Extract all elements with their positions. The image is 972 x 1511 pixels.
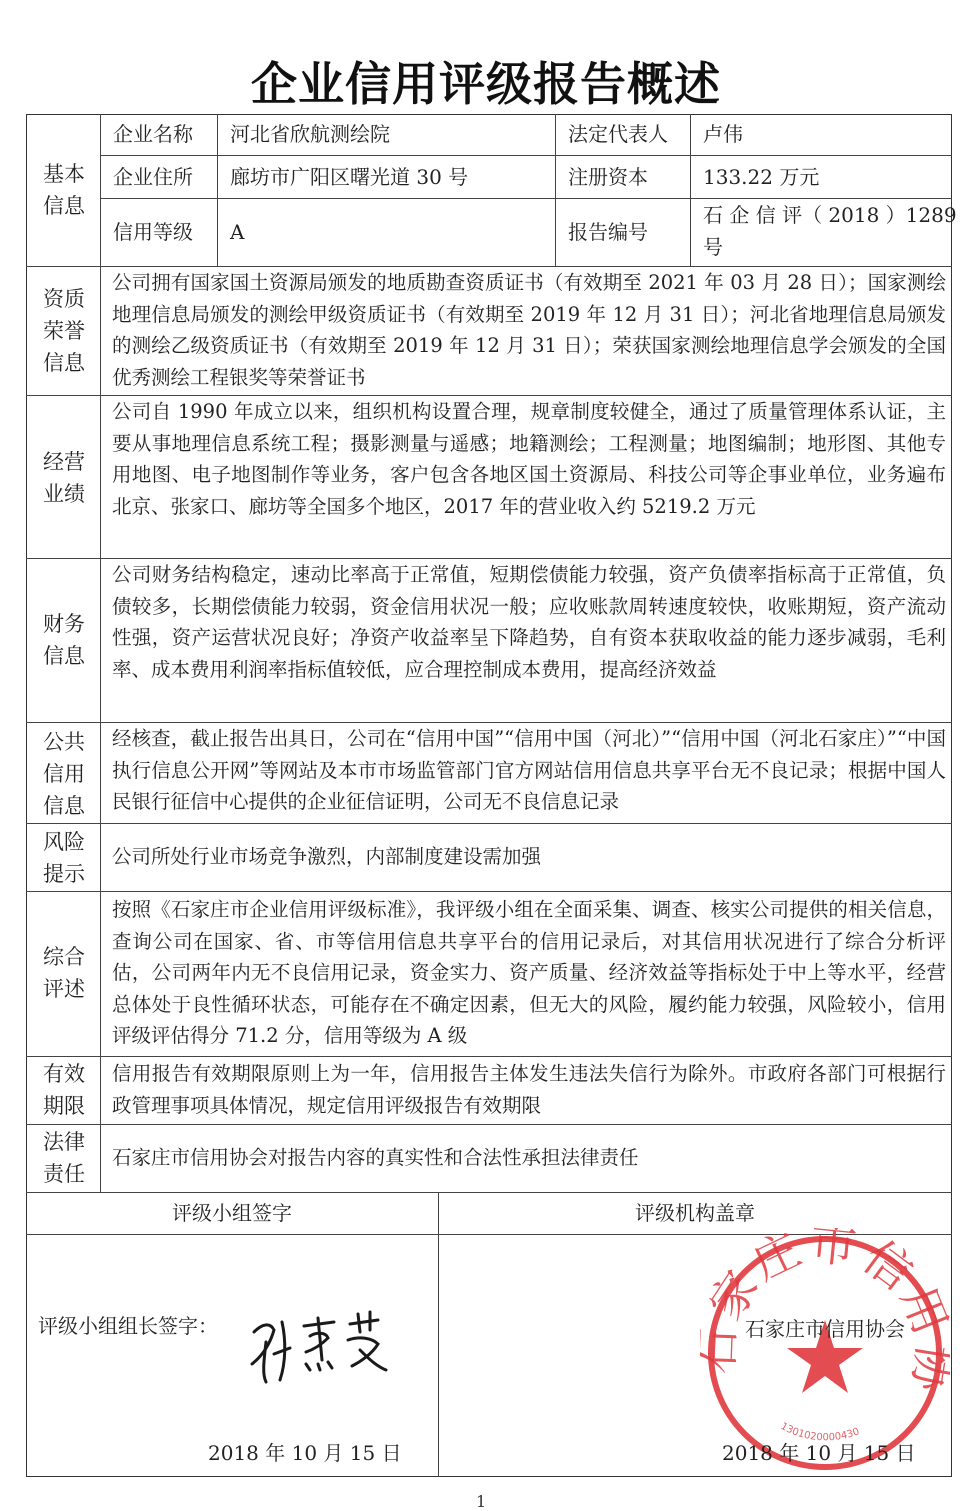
legal-rep: 卢伟 bbox=[703, 122, 743, 146]
capital: 133.22 万元 bbox=[703, 165, 820, 189]
business-text: 公司自 1990 年成立以来，组织机构设置合理，规章制度较健全，通过了质量管理体系认证，主要从事地理信息系统工程；摄影测量与遥感；地籍测绘；工程测量；地图编制；地形图、其他专用地图、电子地图制作等业务，客户包含各地区国土资源局、科技公司等企事业单位，业务遍布北京、张家口、廊坊等全国多个地区，2017 年的营业收入约 5219.2 万元 bbox=[112, 400, 946, 518]
section-divider bbox=[26, 891, 952, 892]
credit-grade: A bbox=[230, 220, 245, 244]
column-divider bbox=[690, 114, 691, 266]
row-divider bbox=[100, 155, 952, 156]
column-divider bbox=[100, 114, 101, 1192]
column-divider bbox=[217, 114, 218, 266]
category-business: 经营 业绩 bbox=[43, 450, 85, 506]
report-no-label: 报告编号 bbox=[568, 220, 648, 244]
leader-signature bbox=[240, 1300, 400, 1390]
svg-text:石家庄市信用协会: 家庄市信 bbox=[700, 1228, 926, 1330]
address: 廊坊市广阳区曙光道 30 号 bbox=[230, 165, 469, 189]
company-name-label: 企业名称 bbox=[113, 122, 193, 146]
column-divider bbox=[555, 114, 556, 266]
sign-header-left: 评级小组签字 bbox=[172, 1201, 292, 1225]
category-qualification: 资质 荣誉 信息 bbox=[43, 287, 85, 375]
column-divider bbox=[438, 1192, 439, 1477]
section-divider bbox=[26, 1056, 952, 1057]
category-risk: 风险 提示 bbox=[43, 830, 85, 886]
validity-text: 信用报告有效期限原则上为一年，信用报告主体发生违法失信行为除外。市政府各部门可根据行政管理事项具体情况，规定信用评级报告有效期限 bbox=[112, 1062, 946, 1117]
svg-text:1301020000430: 1301020000430 bbox=[778, 1420, 861, 1444]
finance-text: 公司财务结构稳定，速动比率高于正常值，短期偿债能力较强，资产负债率指标高于正常值，负债较多，长期偿债能力较弱，资金信用状况一般；应收账款周转速度较快，收账期短，资产流动性强，资产运营状况良好；净资产收益率呈下降趋势，自有资本获取收益的能力逐步减弱，毛利率、成本费用利润率指标值较低，应合理控制成本费用，提高经济效益 bbox=[112, 563, 946, 681]
leader-sign-label: 评级小组组长签字： bbox=[38, 1314, 218, 1338]
risk-text: 公司所处行业市场竞争激烈，内部制度建设需加强 bbox=[112, 845, 542, 868]
report-no: 石 企 信 评（ 2018 ）1289 bbox=[703, 203, 957, 227]
public-credit-text: 经核查，截止报告出具日，公司在“信用中国”“信用中国（河北）”“信用中国（河北石家庄）”“中国执行信息公开网”等网站及本市市场监管部门官方网站信用信息共享平台无不良记录；根据中国人民银行征信中心提供的企业征信证明，公司无不良信息记录 bbox=[112, 727, 946, 814]
address-label: 企业住所 bbox=[113, 165, 193, 189]
sign-header-right: 评级机构盖章 bbox=[635, 1201, 755, 1225]
section-divider bbox=[26, 1124, 952, 1125]
right-sign-date: 2018 年 10 月 15 日 bbox=[722, 1441, 916, 1465]
grade-label: 信用等级 bbox=[113, 220, 193, 244]
summary-text: 按照《石家庄市企业信用评级标准》，我评级小组在全面采集、调查、核实公司提供的相关信息，查询公司在国家、省、市等信用信息共享平台的信用记录后，对其信用状况进行了综合分析评估，公司两年内无不良信用记录，资金实力、资产质量、经济效益等指标处于中上等水平，经营总体处于良性循环状态，可能存在不确定因素，但无大的风险，履约能力较强，风险较小，信用评级评估得分 71.2 分，信用等级为 A 级 bbox=[112, 898, 946, 1048]
category-legal: 法律 责任 bbox=[43, 1130, 85, 1186]
organization-name: 石家庄市信用协会 bbox=[745, 1317, 905, 1341]
legal-text: 石家庄市信用协会对报告内容的真实性和合法性承担法律责任 bbox=[112, 1146, 639, 1169]
left-sign-date: 2018 年 10 月 15 日 bbox=[208, 1441, 402, 1465]
qualification-text: 公司拥有国家国土资源局颁发的地质勘查资质证书（有效期至 2021 年 03 月 28 日）；国家测绘地理信息局颁发的测绘甲级资质证书（有效期至 2019 年 12 月 31 日）；河北省地理信息局颁发的测绘乙级资质证书（有效期至 2019 年 12 月 31 日）；荣获国家测绘地理信息学会颁发的全国优秀测绘工程银奖等荣誉证书 bbox=[112, 271, 946, 389]
category-finance: 财务 信息 bbox=[43, 612, 85, 668]
capital-label: 注册资本 bbox=[568, 165, 648, 189]
legal-rep-label: 法定代表人 bbox=[568, 122, 668, 146]
section-divider bbox=[26, 1192, 952, 1193]
category-summary: 综合 评述 bbox=[43, 945, 85, 1001]
category-validity: 有效 期限 bbox=[43, 1062, 85, 1118]
section-divider bbox=[26, 823, 952, 824]
report-no-suffix: 号 bbox=[703, 235, 723, 259]
page-title: 企业信用评级报告概述 bbox=[251, 57, 721, 111]
page-number: 1 bbox=[476, 1492, 487, 1511]
category-basic: 基本 信息 bbox=[43, 162, 85, 218]
category-public-credit: 公共 信用 信息 bbox=[43, 730, 85, 818]
company-name: 河北省欣航测绘院 bbox=[230, 122, 390, 146]
